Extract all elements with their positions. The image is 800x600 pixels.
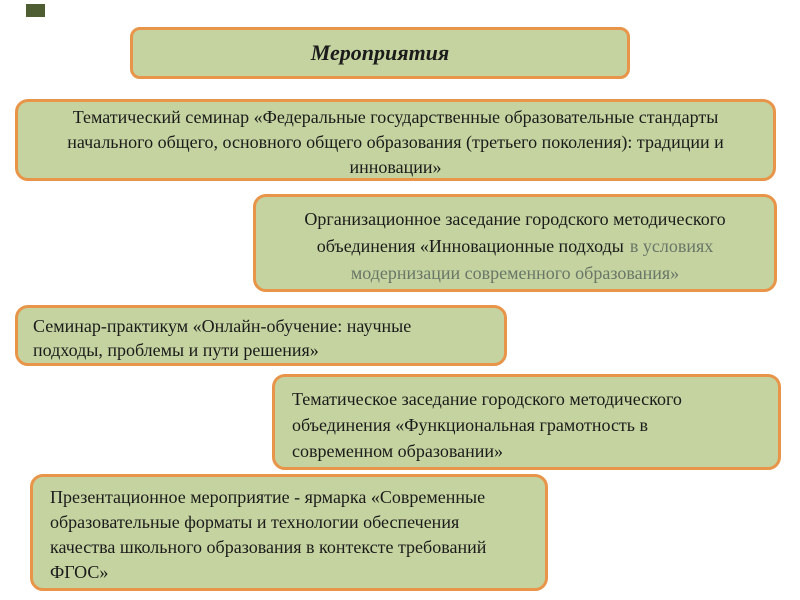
event-box-seminar-praktikum [15, 305, 507, 366]
text-segment-muted: в условиях [629, 236, 714, 256]
text-line: Тематический семинар «Федеральные государственные образовательные стандарты [72, 107, 719, 127]
text-line-muted: модернизации современного образования» [350, 263, 680, 283]
text-line: Тематическое заседание городского методического [292, 389, 682, 409]
event-box-presentation-fair [30, 474, 548, 591]
text-segment: объединения «Инновационные подходы [316, 236, 624, 256]
text-line: Организационное заседание городского методического [304, 209, 726, 229]
title-box [130, 27, 630, 79]
text-line: образовательные форматы и технологии обеспечения [50, 512, 460, 532]
text-line: инновации» [349, 157, 442, 177]
text-line: ФГОС» [50, 562, 109, 582]
text-line: объединения «Функциональная грамотность в [292, 415, 649, 435]
text-line [266, 233, 764, 260]
text-line: Семинар-практикум «Онлайн-обучение: научные [33, 316, 412, 336]
text-line: качества школьного образования в контексте требований [50, 537, 487, 557]
text-line: подходы, проблемы и пути решения» [33, 340, 319, 360]
text-line: Презентационное мероприятие - ярмарка «Современные [50, 487, 486, 507]
corner-decoration-square [26, 4, 45, 17]
event-box-org-meeting [253, 194, 777, 292]
event-box-thematic-meeting [272, 374, 781, 470]
slide-title: Мероприятия [310, 40, 450, 65]
text-line: начального общего, основного общего образования (третьего поколения): традиции и [67, 132, 724, 152]
text-line: современном образовании» [292, 441, 503, 461]
event-box-thematic-seminar-fgos [15, 99, 776, 181]
